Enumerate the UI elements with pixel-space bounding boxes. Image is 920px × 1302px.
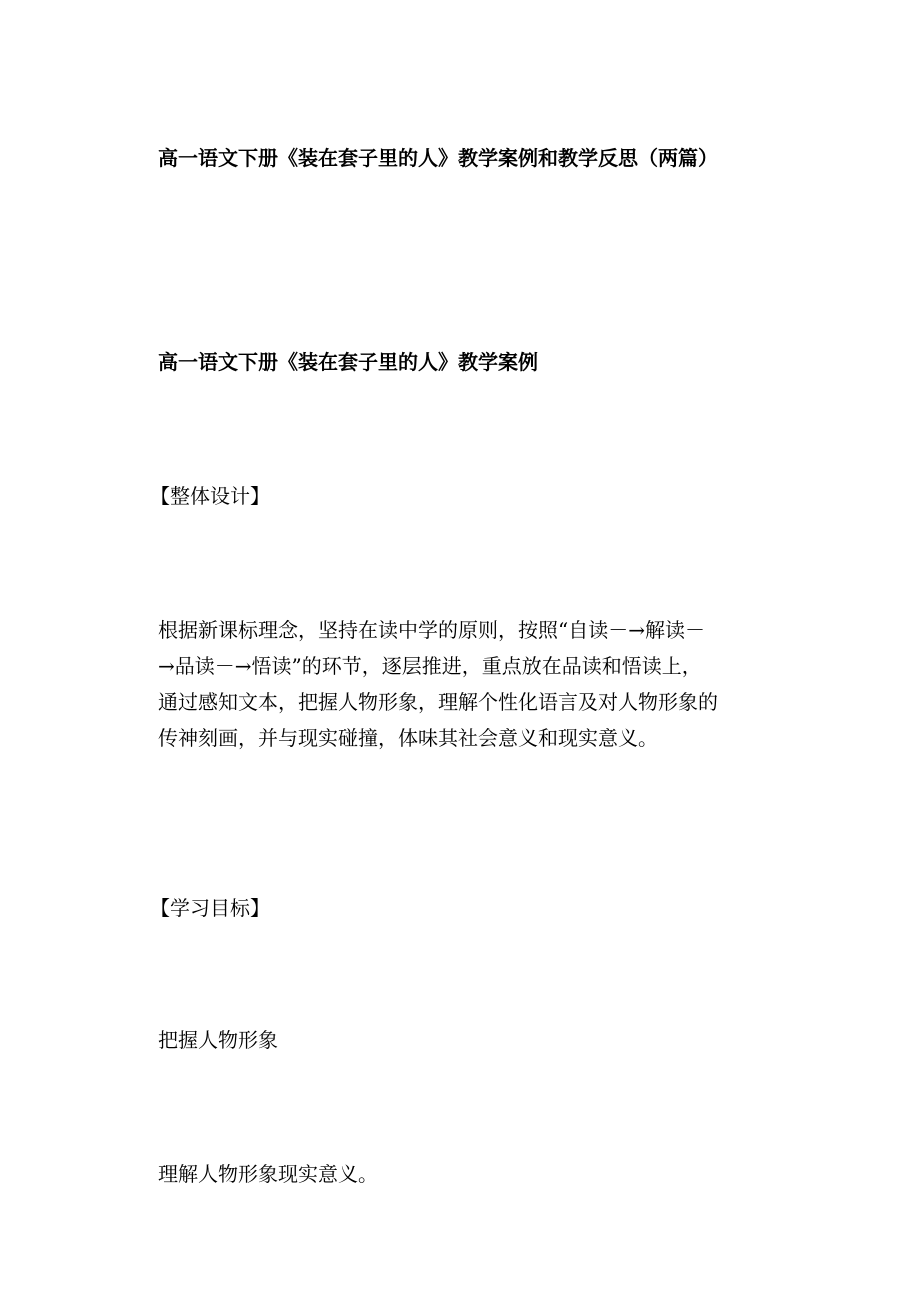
paragraph-line: →品读－→悟读”的环节，逐层推进，重点放在品读和悟读上， — [158, 654, 702, 678]
paragraph-line: 根据新课标理念，坚持在读中学的原则，按照“自读－→解读－ — [158, 618, 705, 642]
learning-goal-item: 理解人物形象现实意义。 — [158, 1162, 378, 1186]
learning-goal-item: 把握人物形象 — [158, 1028, 278, 1052]
heading-learning-goals: 【学习目标】 — [150, 896, 270, 920]
document-title: 高一语文下册《装在套子里的人》教学案例和教学反思（两篇） — [158, 146, 718, 170]
paragraph-line: 通过感知文本，把握人物形象，理解个性化语言及对人物形象的 — [158, 690, 718, 714]
overall-design-paragraph — [158, 612, 768, 756]
section-title: 高一语文下册《装在套子里的人》教学案例 — [158, 350, 538, 374]
heading-overall-design: 【整体设计】 — [150, 484, 270, 508]
paragraph-line: 传神刻画，并与现实碰撞，体味其社会意义和现实意义。 — [158, 726, 658, 750]
